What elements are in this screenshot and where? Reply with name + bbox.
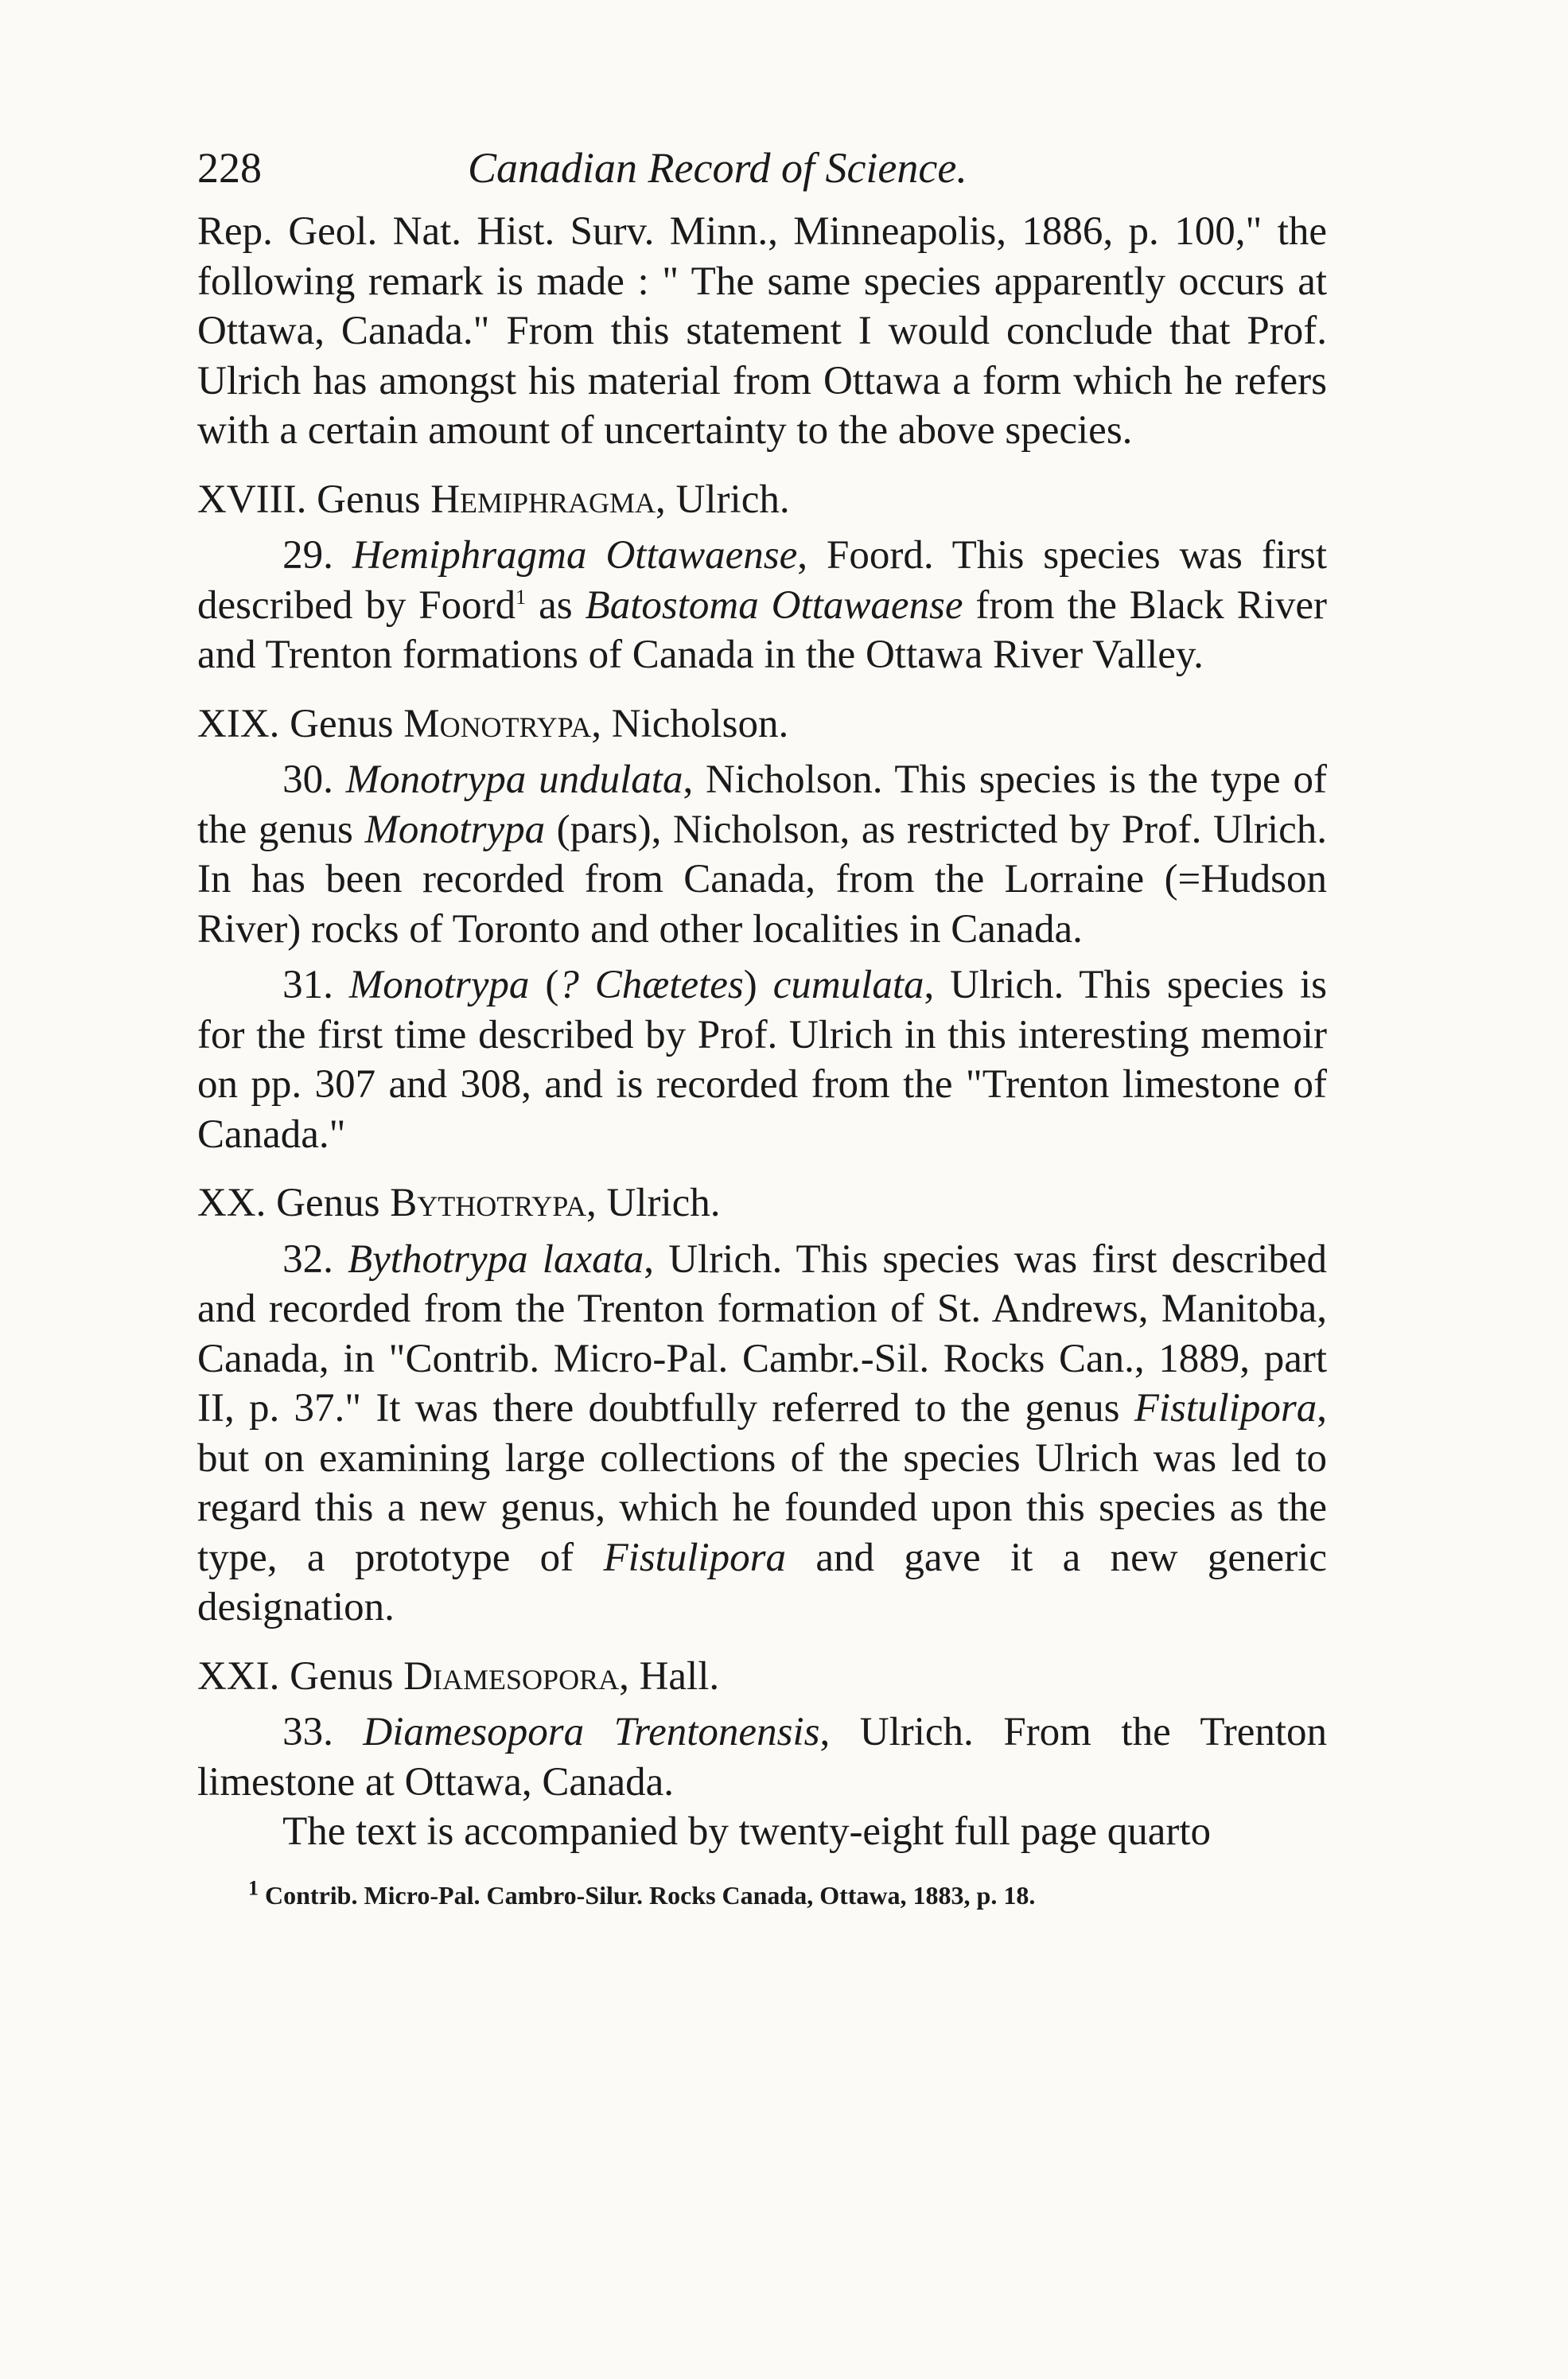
genus-author: , Ulrich. [656,477,790,522]
genus-number: XIX. Genus [197,701,404,746]
species-name: ? Chætetes [558,963,744,1007]
page [197,119,1327,1910]
genus-number: XVIII. Genus [197,477,431,522]
genus-name: Diamesopora [403,1653,620,1699]
species-name: Batostoma Ottawaense [585,582,963,628]
genus-number: XXI. Genus [197,1653,404,1699]
genus-heading-xxi [197,1652,1327,1702]
footnote-marker: 1 [516,585,527,609]
species-33 [197,1707,1327,1807]
page-number: 228 [197,144,262,192]
genus-name: Monotrypa [403,701,592,746]
species-name: Diamesopora Trentonensis [363,1710,820,1754]
species-text: ) [743,963,773,1007]
genus-name: Hemiphragma [430,477,656,522]
species-name: Fistulipora [603,1535,787,1580]
body-text [197,207,1327,1857]
page-header [197,119,1327,207]
species-31 [197,960,1327,1159]
species-text: , but on examining large collections of the species Ulrich was led to regard this a new genus, which he founded upon this species as the type, a prototype of [197,1386,1327,1580]
species-30 [197,755,1327,954]
species-29 [197,531,1327,680]
footnote-marker: 1 [248,1875,259,1899]
species-number: 32. [282,1236,348,1282]
genus-heading-xix [197,699,1327,750]
genus-name: Bythotrypa [390,1181,586,1225]
species-number: 29. [282,533,352,578]
running-title: Canadian Record of Science. [468,144,967,192]
species-name: Monotrypa [348,963,530,1007]
species-text: , Nicholson. This species is the type of the genus [197,757,1327,852]
species-name: Monotrypa undulata [345,757,683,802]
species-text: as [526,582,586,628]
species-name: Fistulipora [1134,1386,1317,1431]
footnote-text: Contrib. Micro-Pal. Cambro-Silur. Rocks Canada, Ottawa, 1883, p. 18. [259,1880,1036,1910]
species-number: 31. [282,963,349,1007]
species-name: Bythotrypa laxata [348,1236,644,1282]
footnote [197,1875,1327,1910]
species-text: , Ulrich. This species is for the first time described by Prof. Ulrich in this interesting memoir on pp. 307 and 308, and is recorded from the "Trenton limestone of Canada." [197,963,1328,1157]
species-text: from the Black River and Trenton formations of Canada in the Ottawa River Valley. [197,582,1327,677]
paragraph-intro: Rep. Geol. Nat. Hist. Surv. Minn., Minneapolis, 1886, p. 100," the following remark is made : " The same species apparently occurs at Ottawa, Canada." From this statement I would conclude that Prof. Ulrich has amongst his material from Ottawa a form which he refers with a certain amount of uncertainty to the above species. [197,209,1327,453]
genus-number: XX. Genus [197,1181,391,1225]
species-number: 33. [282,1710,364,1754]
species-name: cumulata [772,963,924,1007]
species-text: , Ulrich. This species was first described and recorded from the Trenton formation of St. Andrews, Manitoba, Canada, in "Contrib. Micro-Pal. Cambr.-Sil. Rocks Can., 1889, part II, p. 37." It was there doubtfully referred to the genus [197,1236,1327,1431]
species-text: , Foord. This species was first described by Foord [197,533,1327,628]
genus-author: , Ulrich. [586,1181,721,1225]
species-text: (pars), Nicholson, as restricted by Prof. Ulrich. In has been recorded from Canada, from the Lorraine (=Hudson River) rocks of Toronto and other localities in Canada. [197,807,1327,952]
species-name: Hemiphragma Ottawaense [352,533,798,578]
species-number: 30. [282,757,346,802]
genus-heading-xviii [197,475,1327,525]
species-text: , Ulrich. From the Trenton limestone at Ottawa, Canada. [197,1710,1327,1805]
genus-author: , Nicholson. [591,701,789,746]
genus-heading-xx [197,1178,1327,1228]
species-text: and gave it a new generic designation. [197,1535,1327,1629]
species-32 [197,1235,1327,1633]
species-name: Monotrypa [364,807,546,852]
paragraph-last: The text is accompanied by twenty-eight full page quarto [282,1809,1212,1854]
species-text: ( [529,963,559,1007]
genus-author: , Hall. [619,1653,720,1699]
